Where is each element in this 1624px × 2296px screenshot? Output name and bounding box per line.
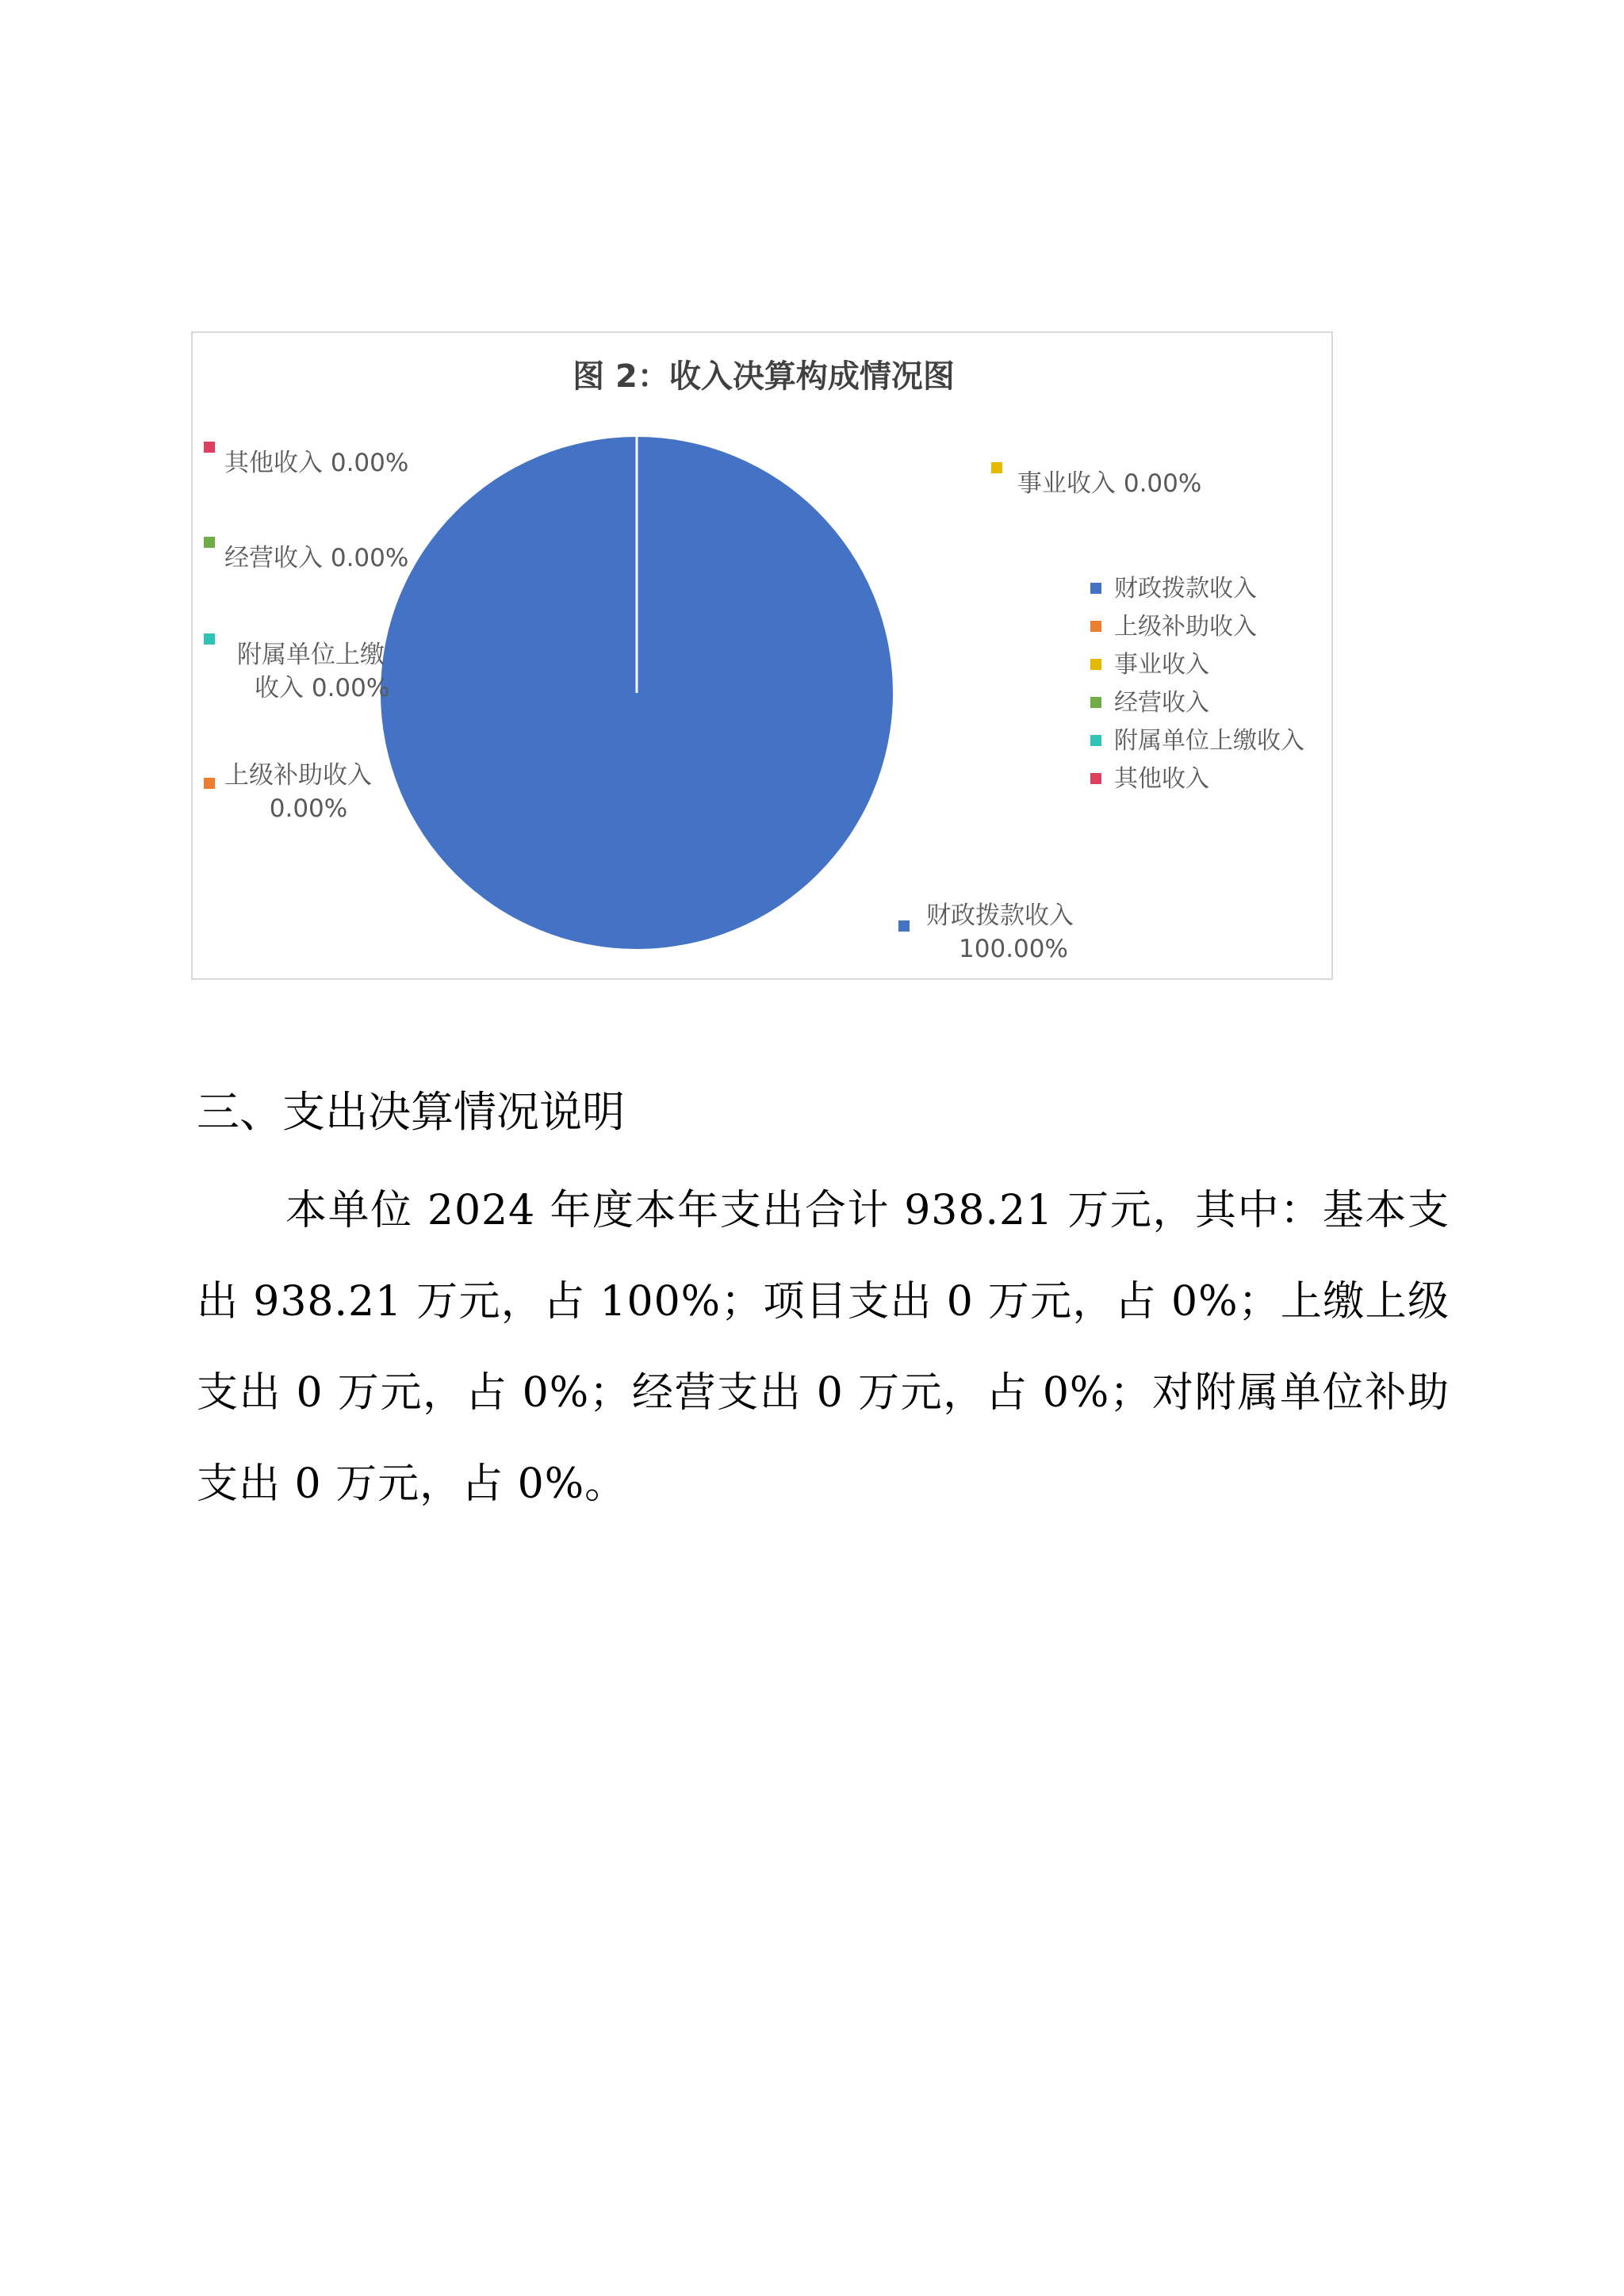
legend-marker-slice-2: [1090, 659, 1101, 670]
data-label-marker-slice-4: [204, 633, 215, 645]
data-label-slice-3: 经营收入 0.00%: [224, 544, 409, 572]
legend-label-slice-2: 事业收入: [1114, 651, 1209, 679]
data-label-marker-slice-0: [898, 920, 910, 932]
data-label-marker-slice-3: [204, 537, 215, 548]
data-label-slice-1: 0.00%: [269, 794, 348, 823]
chart-title: 图 2：收入决算构成情况图: [573, 358, 955, 395]
legend-label-slice-1: 上级补助收入: [1114, 613, 1257, 641]
data-label-slice-0: 财政拨款收入: [926, 901, 1074, 930]
legend-label-slice-3: 经营收入: [1114, 689, 1209, 717]
legend-label-slice-5: 其他收入: [1114, 765, 1209, 793]
section-heading: 三、支出决算情况说明: [197, 1087, 625, 1137]
data-label-marker-slice-1: [204, 778, 215, 789]
legend-marker-slice-5: [1090, 773, 1101, 784]
data-label-slice-4: 附属单位上缴: [237, 641, 385, 669]
legend-marker-slice-0: [1090, 583, 1101, 594]
legend-marker-slice-3: [1090, 697, 1101, 708]
data-label-slice-2: 事业收入 0.00%: [1017, 469, 1202, 498]
data-label-slice-1: 上级补助收入: [224, 761, 372, 790]
legend-label-slice-0: 财政拨款收入: [1114, 575, 1257, 603]
chart-container: [191, 331, 1333, 980]
data-label-slice-4: 收入 0.00%: [255, 674, 390, 702]
legend-marker-slice-4: [1090, 735, 1101, 746]
data-label-marker-slice-2: [991, 462, 1002, 473]
legend-label-slice-4: 附属单位上缴收入: [1114, 727, 1304, 755]
data-label-slice-0: 100.00%: [959, 935, 1068, 963]
legend-marker-slice-1: [1090, 621, 1101, 632]
expenditure-paragraph: 本单位 2024 年度本年支出合计 938.21 万元，其中：基本支出 938.21 万元，占 100%；项目支出 0 万元，占 0%；上缴上级支出 0 万元，占 0%；经营支出 0 万元，占 0%；对附属单位补助支出 0 万元，占 0%。: [197, 1187, 1450, 1508]
data-label-marker-slice-5: [204, 442, 215, 453]
pie-chart: [193, 333, 1335, 982]
data-label-slice-5: 其他收入 0.00%: [224, 449, 409, 477]
